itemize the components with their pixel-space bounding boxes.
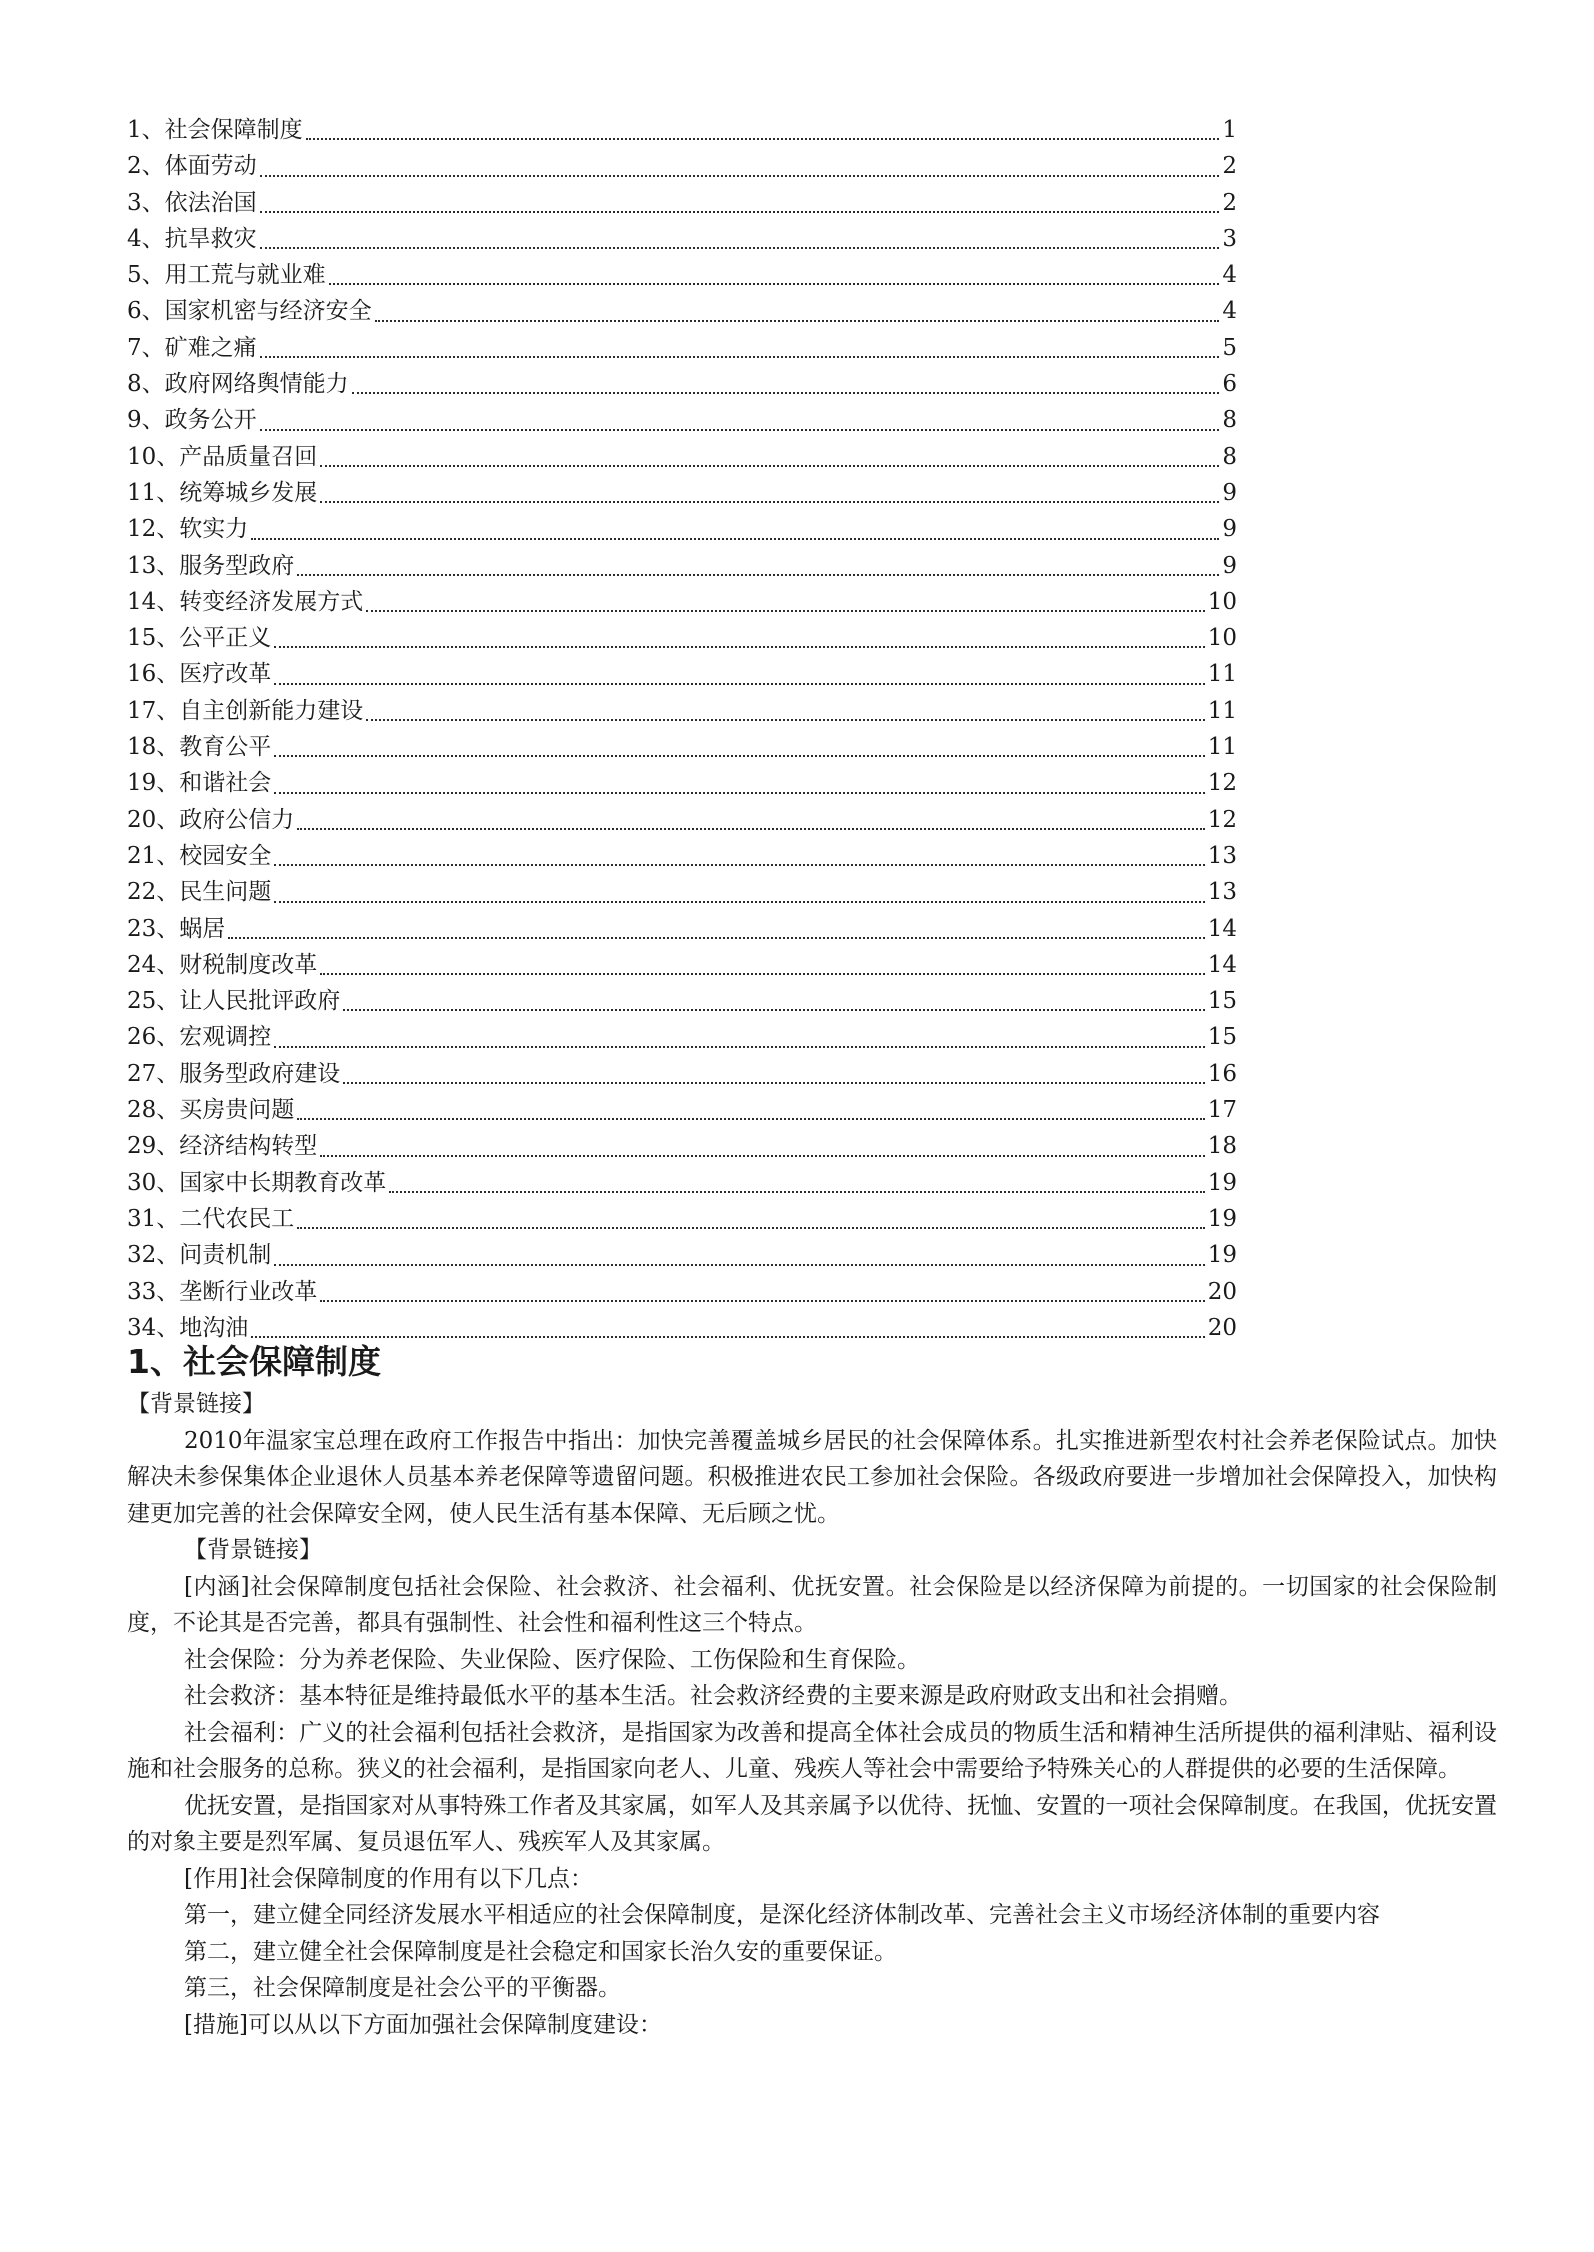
toc-entry-number: 13、 xyxy=(127,552,180,579)
toc-entry-title: 国家机密与经济安全 xyxy=(164,298,372,325)
toc-entry-page-number: 10 xyxy=(1207,625,1237,652)
toc-entry-title: 地沟油 xyxy=(179,1314,249,1341)
toc-entry-title: 抗旱救灾 xyxy=(164,225,257,252)
toc-dot-leader xyxy=(366,719,1204,721)
toc-entry-number: 34、 xyxy=(127,1314,180,1341)
toc-entry-title: 财税制度改革 xyxy=(179,951,318,978)
toc-entry-number: 24、 xyxy=(127,951,180,978)
toc-entry-link[interactable] xyxy=(127,1128,1237,1164)
toc-entry xyxy=(127,475,1237,511)
toc-entry-page-number: 8 xyxy=(1222,407,1237,434)
toc-entry-page-number: 14 xyxy=(1207,951,1237,978)
toc-entry-link[interactable] xyxy=(127,221,1237,257)
toc-entry-number: 16、 xyxy=(127,661,180,688)
toc-entry-page-number: 9 xyxy=(1222,479,1237,506)
toc-entry xyxy=(127,1201,1237,1237)
toc-dot-leader xyxy=(274,864,1204,866)
toc-entry-page-number: 10 xyxy=(1207,588,1237,615)
toc-entry-link[interactable] xyxy=(127,947,1237,983)
toc-entry-title: 产品质量召回 xyxy=(179,443,318,470)
toc-entry xyxy=(127,221,1237,257)
toc-entry xyxy=(127,802,1237,838)
toc-entry xyxy=(127,439,1237,475)
body-paragraph: 第二，建立健全社会保障制度是社会稳定和国家长治久安的重要保证。 xyxy=(184,1938,897,1965)
toc-entry xyxy=(127,1056,1237,1092)
toc-entry-page-number: 1 xyxy=(1222,117,1237,143)
toc-entry xyxy=(127,402,1237,438)
toc-entry-number: 26、 xyxy=(127,1024,180,1051)
toc-dot-leader xyxy=(329,283,1220,285)
toc-entry-link[interactable] xyxy=(127,112,1237,148)
toc-dot-leader xyxy=(260,356,1220,358)
toc-entry-page-number: 16 xyxy=(1207,1060,1237,1087)
body-paragraph: [内涵]社会保障制度包括社会保险、社会救济、社会福利、优抚安置。社会保险是以经济保障为前提的。一切国家的社会保险制度，不论其是否完善，都具有强制性、社会性和福利性这三个特点。 xyxy=(127,1573,1497,1636)
toc-dot-leader xyxy=(320,465,1219,467)
body-paragraph: 【背景链接】 xyxy=(184,1537,322,1563)
toc-entry-title: 教育公平 xyxy=(179,734,272,761)
toc-entry-link[interactable] xyxy=(127,765,1237,801)
table-of-contents xyxy=(127,112,1237,1346)
toc-entry-title: 和谐社会 xyxy=(179,770,272,797)
toc-entry-link[interactable] xyxy=(127,366,1237,402)
toc-entry-number: 6、 xyxy=(127,298,165,325)
toc-entry xyxy=(127,1237,1237,1273)
toc-entry-link[interactable] xyxy=(127,1056,1237,1092)
toc-entry xyxy=(127,1128,1237,1164)
toc-entry-number: 4、 xyxy=(127,225,165,252)
toc-entry-page-number: 8 xyxy=(1222,443,1237,470)
toc-entry-page-number: 6 xyxy=(1222,371,1237,398)
body-paragraph: [措施]可以从以下方面加强社会保障制度建设： xyxy=(184,2011,662,2038)
toc-entry-title: 民生问题 xyxy=(179,879,272,906)
toc-entry-title: 用工荒与就业难 xyxy=(164,262,326,289)
toc-entry-title: 矿难之痛 xyxy=(164,334,257,361)
toc-entry-number: 33、 xyxy=(127,1278,180,1305)
toc-entry xyxy=(127,1274,1237,1310)
toc-entry xyxy=(127,947,1237,983)
body-paragraph: 第三，社会保障制度是社会公平的平衡器。 xyxy=(184,1975,621,2001)
toc-dot-leader xyxy=(306,138,1220,140)
toc-entry-link[interactable] xyxy=(127,439,1237,475)
toc-entry-link[interactable] xyxy=(127,802,1237,838)
toc-entry xyxy=(127,838,1237,874)
body-paragraph: 社会福利：广义的社会福利包括社会救济，是指国家为改善和提高全体社会成员的物质生活和精神生活所提供的福利津贴、福利设施和社会服务的总称。狭义的社会福利，是指国家向老人、儿童、残疾人等社会中需要给予特殊关心的人群提供的必要的生活保障。 xyxy=(127,1719,1497,1782)
toc-entry-link[interactable] xyxy=(127,1165,1237,1201)
toc-entry-number: 19、 xyxy=(127,770,180,797)
toc-dot-leader xyxy=(274,901,1204,903)
toc-entry-number: 28、 xyxy=(127,1097,180,1124)
toc-entry-number: 8、 xyxy=(127,371,165,398)
toc-dot-leader xyxy=(274,1046,1204,1048)
body-paragraph: [作用]社会保障制度的作用有以下几点： xyxy=(184,1865,593,1892)
toc-entry-title: 医疗改革 xyxy=(179,661,272,688)
toc-entry-number: 10、 xyxy=(127,443,180,470)
toc-entry-number: 2、 xyxy=(127,153,165,180)
toc-entry-page-number: 20 xyxy=(1207,1278,1237,1305)
toc-entry-title: 服务型政府 xyxy=(179,552,295,579)
toc-entry-link[interactable] xyxy=(127,1274,1237,1310)
toc-entry-page-number: 14 xyxy=(1207,915,1237,942)
toc-entry-title: 买房贵问题 xyxy=(179,1097,295,1124)
toc-entry-page-number: 4 xyxy=(1222,298,1237,325)
toc-entry xyxy=(127,983,1237,1019)
toc-entry-link[interactable] xyxy=(127,185,1237,221)
toc-dot-leader xyxy=(251,1336,1204,1338)
toc-entry-number: 22、 xyxy=(127,879,180,906)
toc-entry xyxy=(127,1165,1237,1201)
toc-dot-leader xyxy=(274,792,1204,794)
toc-entry-link[interactable] xyxy=(127,330,1237,366)
toc-entry-number: 21、 xyxy=(127,842,180,869)
toc-entry-title: 政府公信力 xyxy=(179,806,295,833)
toc-entry-title: 国家中长期教育改革 xyxy=(179,1169,387,1196)
toc-entry-page-number: 2 xyxy=(1222,189,1237,216)
toc-entry-link[interactable] xyxy=(127,656,1237,692)
toc-entry-number: 3、 xyxy=(127,189,165,216)
toc-entry-number: 25、 xyxy=(127,988,180,1015)
toc-dot-leader xyxy=(274,1264,1204,1266)
toc-entry-link[interactable] xyxy=(127,693,1237,729)
toc-dot-leader xyxy=(320,973,1204,975)
toc-entry-link[interactable] xyxy=(127,257,1237,293)
toc-dot-leader xyxy=(320,501,1219,503)
toc-entry-link[interactable] xyxy=(127,1237,1237,1273)
toc-entry xyxy=(127,112,1237,148)
toc-entry-number: 15、 xyxy=(127,625,180,652)
toc-entry-link[interactable] xyxy=(127,1019,1237,1055)
toc-entry-title: 公平正义 xyxy=(179,625,272,652)
toc-entry xyxy=(127,293,1237,329)
toc-dot-leader xyxy=(274,755,1204,757)
toc-entry-link[interactable] xyxy=(127,511,1237,547)
toc-entry-page-number: 19 xyxy=(1207,1169,1237,1196)
toc-entry xyxy=(127,911,1237,947)
toc-dot-leader xyxy=(375,320,1220,322)
toc-entry-page-number: 19 xyxy=(1207,1205,1237,1232)
toc-entry-number: 32、 xyxy=(127,1242,180,1269)
toc-entry xyxy=(127,620,1237,656)
toc-entry-link[interactable] xyxy=(127,293,1237,329)
toc-entry-number: 9、 xyxy=(127,407,165,434)
toc-entry xyxy=(127,765,1237,801)
toc-entry-title: 经济结构转型 xyxy=(179,1133,318,1160)
toc-entry-link[interactable] xyxy=(127,402,1237,438)
toc-entry-link[interactable] xyxy=(127,874,1237,910)
toc-entry-page-number: 20 xyxy=(1207,1314,1237,1341)
toc-entry-page-number: 12 xyxy=(1207,806,1237,833)
section-body xyxy=(127,1386,1497,2043)
toc-entry xyxy=(127,729,1237,765)
toc-entry-title: 问责机制 xyxy=(179,1242,272,1269)
toc-entry xyxy=(127,584,1237,620)
toc-entry-title: 蜗居 xyxy=(179,915,226,942)
toc-dot-leader xyxy=(260,247,1220,249)
toc-entry-number: 27、 xyxy=(127,1060,180,1087)
body-paragraph: 社会救济：基本特征是维持最低水平的基本生活。社会救济经费的主要来源是政府财政支出和社会捐赠。 xyxy=(184,1683,1242,1709)
toc-entry-title: 宏观调控 xyxy=(179,1024,272,1051)
toc-entry-number: 29、 xyxy=(127,1133,180,1160)
toc-dot-leader xyxy=(343,1009,1204,1011)
body-paragraph: 【背景链接】 xyxy=(127,1391,265,1417)
toc-entry-link[interactable] xyxy=(127,1092,1237,1128)
toc-entry xyxy=(127,330,1237,366)
toc-entry-title: 依法治国 xyxy=(164,189,257,216)
toc-entry xyxy=(127,1092,1237,1128)
toc-entry xyxy=(127,656,1237,692)
toc-entry-number: 18、 xyxy=(127,734,180,761)
toc-entry-title: 让人民批评政府 xyxy=(179,988,341,1015)
toc-entry-title: 校园安全 xyxy=(179,842,272,869)
toc-entry-number: 17、 xyxy=(127,697,180,724)
toc-entry xyxy=(127,148,1237,184)
toc-dot-leader xyxy=(260,211,1220,213)
toc-entry-page-number: 11 xyxy=(1207,697,1237,724)
toc-entry-number: 30、 xyxy=(127,1169,180,1196)
toc-entry-number: 23、 xyxy=(127,915,180,942)
toc-entry-page-number: 19 xyxy=(1207,1242,1237,1269)
toc-entry-page-number: 12 xyxy=(1207,770,1237,797)
toc-entry-number: 1、 xyxy=(127,117,165,143)
toc-entry-title: 政务公开 xyxy=(164,407,257,434)
toc-dot-leader xyxy=(251,538,1219,540)
toc-entry-title: 服务型政府建设 xyxy=(179,1060,341,1087)
toc-entry xyxy=(127,511,1237,547)
toc-entry-link[interactable] xyxy=(127,148,1237,184)
toc-entry-title: 软实力 xyxy=(179,516,249,543)
toc-entry xyxy=(127,257,1237,293)
toc-entry-title: 自主创新能力建设 xyxy=(179,697,364,724)
toc-entry-link[interactable] xyxy=(127,729,1237,765)
toc-entry-page-number: 17 xyxy=(1207,1097,1237,1124)
toc-entry-link[interactable] xyxy=(127,548,1237,584)
toc-entry-link[interactable] xyxy=(127,475,1237,511)
toc-entry-number: 31、 xyxy=(127,1205,180,1232)
toc-dot-leader xyxy=(389,1191,1204,1193)
toc-entry-title: 垄断行业改革 xyxy=(179,1278,318,1305)
toc-dot-leader xyxy=(297,1118,1204,1120)
body-paragraph: 2010年温家宝总理在政府工作报告中指出：加快完善覆盖城乡居民的社会保障体系。扎实推进新型农村社会养老保险试点。加快解决未参保集体企业退休人员基本养老保障等遗留问题。积极推进农民工参加社会保险。各级政府要进一步增加社会保障投入，加快构建更加完善的社会保障安全网，使人民生活有基本保障、无后顾之忧。 xyxy=(127,1427,1497,1527)
toc-entry-number: 20、 xyxy=(127,806,180,833)
toc-entry-title: 统筹城乡发展 xyxy=(179,479,318,506)
toc-entry-title: 体面劳动 xyxy=(164,153,257,180)
toc-entry xyxy=(127,185,1237,221)
toc-entry-page-number: 13 xyxy=(1207,842,1237,869)
toc-entry-page-number: 9 xyxy=(1222,552,1237,579)
toc-entry-link[interactable] xyxy=(127,1201,1237,1237)
toc-entry-page-number: 2 xyxy=(1222,153,1237,180)
toc-entry xyxy=(127,548,1237,584)
toc-dot-leader xyxy=(320,1300,1204,1302)
toc-dot-leader xyxy=(297,574,1219,576)
toc-dot-leader xyxy=(274,646,1204,648)
toc-entry xyxy=(127,874,1237,910)
toc-entry-page-number: 4 xyxy=(1222,262,1237,289)
toc-entry-page-number: 5 xyxy=(1222,334,1237,361)
toc-entry-link[interactable] xyxy=(127,983,1237,1019)
toc-entry-page-number: 18 xyxy=(1207,1133,1237,1160)
toc-entry-page-number: 3 xyxy=(1222,225,1237,252)
body-paragraph: 优抚安置，是指国家对从事特殊工作者及其家属，如军人及其亲属予以优待、抚恤、安置的一项社会保障制度。在我国，优抚安置的对象主要是烈军属、复员退伍军人、残疾军人及其家属。 xyxy=(127,1792,1497,1855)
toc-entry-number: 7、 xyxy=(127,334,165,361)
toc-entry-number: 14、 xyxy=(127,588,180,615)
toc-entry-link[interactable] xyxy=(127,620,1237,656)
toc-entry-number: 11、 xyxy=(127,479,180,506)
toc-dot-leader xyxy=(297,828,1204,830)
toc-entry-link[interactable] xyxy=(127,584,1237,620)
toc-entry-page-number: 11 xyxy=(1207,661,1237,688)
toc-dot-leader xyxy=(260,429,1220,431)
toc-entry xyxy=(127,693,1237,729)
toc-entry-link[interactable] xyxy=(127,911,1237,947)
toc-dot-leader xyxy=(320,1155,1204,1157)
toc-entry-title: 转变经济发展方式 xyxy=(179,588,364,615)
toc-dot-leader xyxy=(352,392,1220,394)
toc-dot-leader xyxy=(274,683,1204,685)
toc-entry-number: 5、 xyxy=(127,262,165,289)
toc-entry-page-number: 13 xyxy=(1207,879,1237,906)
toc-entry-title: 社会保障制度 xyxy=(164,117,303,143)
toc-dot-leader xyxy=(343,1082,1204,1084)
section-heading: 1、社会保障制度 xyxy=(127,1342,381,1381)
toc-entry-page-number: 15 xyxy=(1207,1024,1237,1051)
toc-entry-page-number: 11 xyxy=(1207,734,1237,761)
toc-entry-page-number: 9 xyxy=(1222,516,1237,543)
toc-dot-leader xyxy=(297,1227,1204,1229)
toc-dot-leader xyxy=(366,610,1204,612)
toc-entry-page-number: 15 xyxy=(1207,988,1237,1015)
toc-entry-link[interactable] xyxy=(127,838,1237,874)
toc-entry xyxy=(127,1019,1237,1055)
toc-entry-title: 政府网络舆情能力 xyxy=(164,371,349,398)
body-paragraph: 第一，建立健全同经济发展水平相适应的社会保障制度，是深化经济体制改革、完善社会主义市场经济体制的重要内容 xyxy=(184,1902,1380,1928)
toc-entry xyxy=(127,366,1237,402)
toc-entry-title: 二代农民工 xyxy=(179,1205,295,1232)
body-paragraph: 社会保险：分为养老保险、失业保险、医疗保险、工伤保险和生育保险。 xyxy=(184,1646,920,1673)
toc-dot-leader xyxy=(228,937,1204,939)
toc-entry-number: 12、 xyxy=(127,516,180,543)
toc-dot-leader xyxy=(260,175,1220,177)
